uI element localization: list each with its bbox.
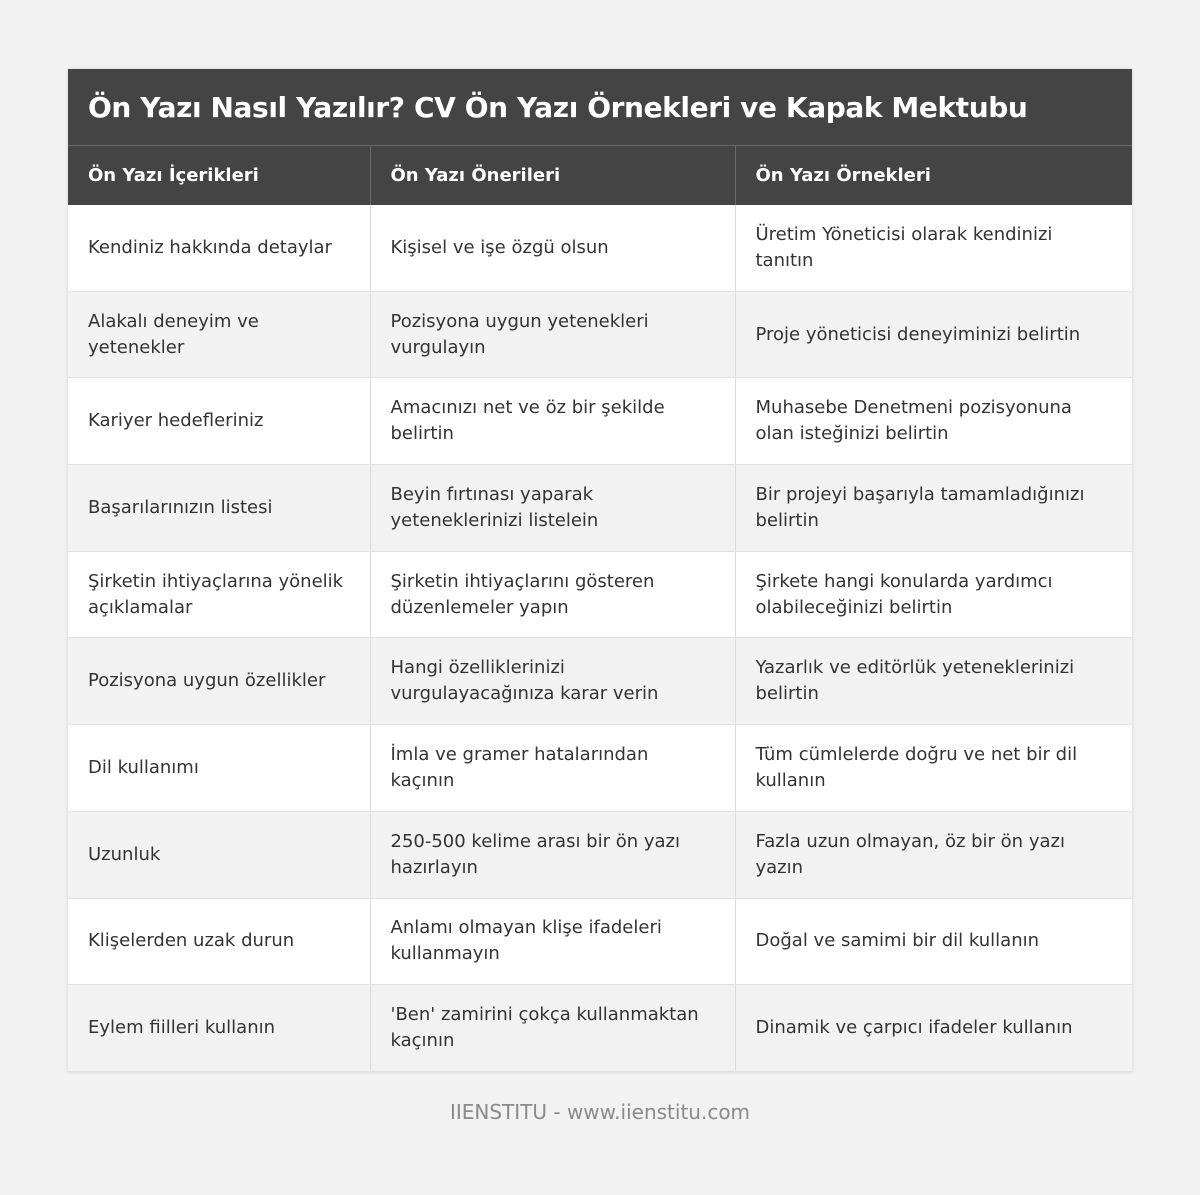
table-cell: 250-500 kelime arası bir ön yazı hazırlayın <box>370 811 735 898</box>
table-cell: Fazla uzun olmayan, öz bir ön yazı yazın <box>735 811 1132 898</box>
table-cell: Şirketin ihtiyaçlarına yönelik açıklamalar <box>68 551 370 638</box>
table-row <box>68 811 1132 898</box>
table-cell: Proje yöneticisi deneyiminizi belirtin <box>735 291 1132 378</box>
table-row <box>68 898 1132 985</box>
table-cell: Kendiniz hakkında detaylar <box>68 205 370 292</box>
content-table <box>68 145 1132 1072</box>
table-cell: Bir projeyi başarıyla tamamladığınızı belirtin <box>735 465 1132 552</box>
table-cell: İmla ve gramer hatalarından kaçının <box>370 725 735 812</box>
table-cell: Tüm cümlelerde doğru ve net bir dil kullanın <box>735 725 1132 812</box>
table-row <box>68 378 1132 465</box>
table-cell: Üretim Yöneticisi olarak kendinizi tanıtın <box>735 205 1132 292</box>
table-row <box>68 551 1132 638</box>
table-cell: Muhasebe Denetmeni pozisyonuna olan isteğinizi belirtin <box>735 378 1132 465</box>
table-cell: Şirketin ihtiyaçlarını gösteren düzenlemeler yapın <box>370 551 735 638</box>
footer-credit: IIENSTITU - www.iienstitu.com <box>449 1100 751 1124</box>
table-cell: Beyin fırtınası yaparak yeteneklerinizi listelein <box>370 465 735 552</box>
table-row <box>68 465 1132 552</box>
column-header-oneriler: Ön Yazı Önerileri <box>370 146 735 205</box>
column-header-icerikler: Ön Yazı İçerikleri <box>68 146 370 205</box>
table-cell: Başarılarınızın listesi <box>68 465 370 552</box>
table-cell: Kişisel ve işe özgü olsun <box>370 205 735 292</box>
table-row <box>68 985 1132 1072</box>
table-row <box>68 205 1132 292</box>
table-cell: Pozisyona uygun özellikler <box>68 638 370 725</box>
table-cell: Dinamik ve çarpıcı ifadeler kullanın <box>735 985 1132 1072</box>
table-cell: Doğal ve samimi bir dil kullanın <box>735 898 1132 985</box>
table-cell: Anlamı olmayan klişe ifadeleri kullanmayın <box>370 898 735 985</box>
table-header-row <box>68 146 1132 205</box>
table-cell: Klişelerden uzak durun <box>68 898 370 985</box>
table-cell: Alakalı deneyim ve yetenekler <box>68 291 370 378</box>
table-cell: Uzunluk <box>68 811 370 898</box>
column-header-ornekler: Ön Yazı Örnekleri <box>735 146 1132 205</box>
page-title: Ön Yazı Nasıl Yazılır? CV Ön Yazı Örnekleri ve Kapak Mektubu <box>68 69 1132 145</box>
table-cell: Kariyer hedefleriniz <box>68 378 370 465</box>
table-cell: Yazarlık ve editörlük yeteneklerinizi belirtin <box>735 638 1132 725</box>
table-cell: Eylem fiilleri kullanın <box>68 985 370 1072</box>
table-row <box>68 725 1132 812</box>
table-row <box>68 291 1132 378</box>
table-cell: Pozisyona uygun yetenekleri vurgulayın <box>370 291 735 378</box>
table-cell: Amacınızı net ve öz bir şekilde belirtin <box>370 378 735 465</box>
table-row <box>68 638 1132 725</box>
table-cell: Dil kullanımı <box>68 725 370 812</box>
table-card <box>68 69 1132 1072</box>
table-cell: Hangi özelliklerinizi vurgulayacağınıza karar verin <box>370 638 735 725</box>
table-cell: 'Ben' zamirini çokça kullanmaktan kaçının <box>370 985 735 1072</box>
table-cell: Şirkete hangi konularda yardımcı olabileceğinizi belirtin <box>735 551 1132 638</box>
